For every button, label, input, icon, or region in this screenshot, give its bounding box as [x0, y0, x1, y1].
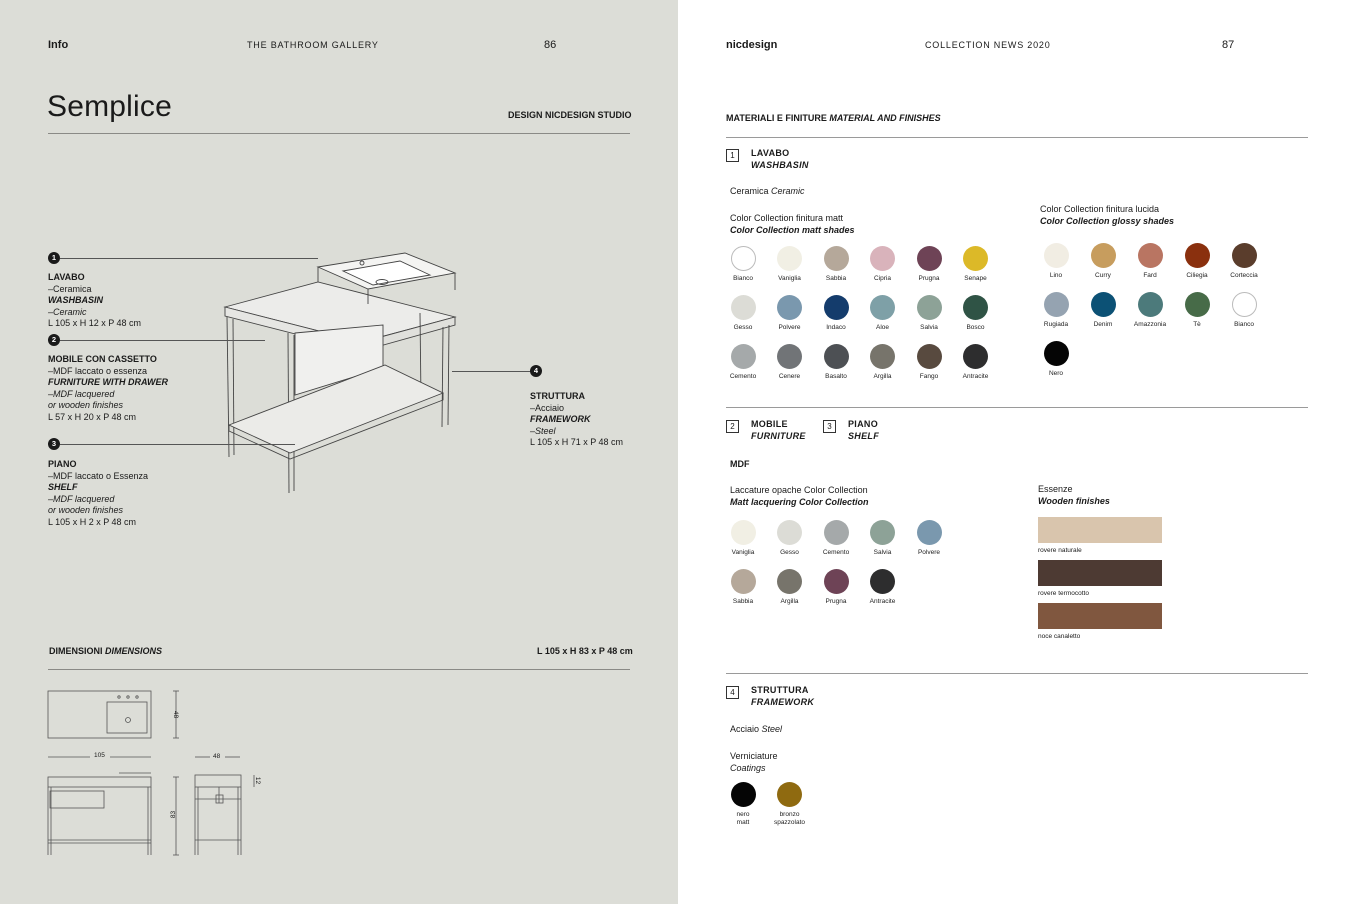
material-label-it: Acciaio: [730, 724, 760, 734]
swatch-circle: [917, 520, 942, 545]
swatch-circle: [824, 520, 849, 545]
swatch-circle: [731, 246, 756, 271]
subheading-en: Wooden finishes: [1038, 495, 1110, 506]
swatch-label: Aloe: [875, 324, 889, 331]
glossy-shades-heading: [1040, 204, 1174, 227]
swatch-label: Denim: [1093, 321, 1113, 328]
subheading-it: Essenze: [1038, 484, 1073, 494]
section-title-en: FURNITURE: [751, 430, 806, 441]
color-swatch: [861, 344, 905, 381]
swatch-label: Cenere: [778, 373, 801, 380]
swatch-label: Amazzonia: [1133, 321, 1167, 328]
swatch-circle: [1138, 292, 1163, 317]
dim-basin-height: 12: [254, 776, 262, 785]
swatch-circle: [731, 344, 756, 369]
section-title-it: PIANO: [848, 419, 879, 429]
swatch-circle: [1185, 243, 1210, 268]
callout-line: –Ceramic: [48, 306, 87, 317]
swatch-label: Senape: [964, 275, 987, 282]
swatch-circle: [963, 344, 988, 369]
wood-swatch: [1038, 603, 1162, 629]
color-swatch: [768, 344, 812, 381]
swatch-label: Fard: [1143, 272, 1157, 279]
swatch-circle: [777, 344, 802, 369]
swatch-circle: [777, 295, 802, 320]
callout-line: WASHBASIN: [48, 295, 104, 305]
swatch-circle: [1138, 243, 1163, 268]
swatch-circle: [777, 246, 802, 271]
swatch-circle: [917, 295, 942, 320]
dim-depth-top: 48: [172, 710, 180, 719]
swatch-circle: [870, 520, 895, 545]
swatch-circle: [777, 782, 802, 807]
swatch-circle: [1232, 243, 1257, 268]
swatch-label: Basalto: [825, 373, 847, 380]
swatch-circle: [870, 246, 895, 271]
color-swatch: [861, 520, 905, 557]
swatch-label: Prugna: [825, 598, 847, 605]
wood-heading: [1038, 484, 1110, 507]
swatch-label: Prugna: [918, 275, 940, 282]
color-swatch: [907, 520, 951, 557]
subheading-it: Verniciature: [730, 751, 778, 761]
materials-label-it: MATERIALI E FINITURE: [726, 113, 827, 123]
coatings-heading: [730, 751, 778, 774]
section-title-furniture: [751, 419, 806, 442]
swatch-circle: [777, 569, 802, 594]
section-number-2: 2: [726, 420, 739, 433]
color-swatch: [721, 344, 765, 381]
swatch-label: Bianco: [733, 275, 753, 282]
swatch-label: Polvere: [778, 324, 801, 331]
swatch-circle: [870, 569, 895, 594]
subheading-en: Color Collection matt shades: [730, 224, 855, 235]
swatch-label: Antracite: [869, 598, 896, 605]
dimension-drawings: [44, 685, 274, 863]
color-swatch: [907, 295, 951, 332]
color-swatch: [1128, 292, 1172, 329]
color-swatch: [861, 569, 905, 606]
swatch-label: nero matt: [736, 811, 750, 826]
swatch-label: Bianco: [1234, 321, 1254, 328]
callout-number-3: 3: [48, 438, 60, 450]
swatch-label: Tè: [1193, 321, 1201, 328]
designer-credit: DESIGN NICDESIGN STUDIO: [508, 110, 632, 120]
swatch-label: Salvia: [920, 324, 938, 331]
swatch-label: Fango: [919, 373, 939, 380]
color-swatch: [814, 295, 858, 332]
callout-line: MOBILE CON CASSETTO: [48, 354, 157, 364]
materials-rule: [726, 137, 1308, 138]
swatch-circle: [777, 520, 802, 545]
matt-shades-heading: [730, 213, 855, 236]
callout-line: PIANO: [48, 459, 77, 469]
color-swatch: [907, 246, 951, 283]
section-title-en: WASHBASIN: [751, 159, 809, 170]
swatch-label: Rugiada: [1043, 321, 1069, 328]
color-swatch: [1034, 243, 1078, 280]
swatch-circle: [1044, 243, 1069, 268]
section-number-1: 1: [726, 149, 739, 162]
swatch-label: Vaniglia: [731, 549, 755, 556]
swatch-label: Nero: [1048, 370, 1064, 377]
color-swatch: [907, 344, 951, 381]
product-title: Semplice: [47, 90, 172, 123]
brand-name: nicdesign: [726, 39, 778, 51]
material-steel: [730, 724, 782, 736]
color-swatch: [1175, 243, 1219, 280]
swatch-circle: [1185, 292, 1210, 317]
section-rule: [726, 407, 1308, 408]
dimensions-label-it: DIMENSIONI: [49, 646, 103, 656]
callout-line: –MDF laccato o essenza: [48, 365, 148, 376]
dimensions-rule: [48, 669, 630, 670]
color-swatch: [1175, 292, 1219, 329]
callout-washbasin: [48, 272, 141, 330]
swatch-circle: [824, 246, 849, 271]
swatch-label: Indaco: [826, 324, 846, 331]
color-swatch: [1081, 292, 1125, 329]
section-title-it: MOBILE: [751, 419, 788, 429]
subheading-en: Color Collection glossy shades: [1040, 215, 1175, 226]
swatch-label: Sabbia: [825, 275, 847, 282]
callout-framework: [530, 391, 623, 449]
material-label-en: Ceramic: [771, 186, 805, 196]
swatch-label: Argilla: [873, 373, 892, 380]
color-swatch: [1222, 243, 1266, 280]
color-swatch: [768, 520, 812, 557]
callout-line: –Steel: [530, 425, 556, 436]
section-title-en: SHELF: [848, 430, 880, 441]
materials-heading: [726, 113, 941, 125]
swatch-circle: [1232, 292, 1257, 317]
swatch-circle: [824, 569, 849, 594]
color-swatch: [814, 569, 858, 606]
swatch-label: Curry: [1095, 272, 1111, 279]
color-swatch: [814, 520, 858, 557]
color-swatch: [768, 569, 812, 606]
swatch-label: Polvere: [917, 549, 941, 556]
color-swatch: [814, 246, 858, 283]
leader-line-1: [60, 258, 318, 259]
color-swatch: [721, 569, 765, 606]
product-illustration: [215, 245, 465, 495]
swatch-label: Gesso: [733, 324, 753, 331]
swatch-circle: [963, 246, 988, 271]
wood-label: rovere termocotto: [1038, 590, 1089, 597]
swatch-circle: [963, 295, 988, 320]
swatch-circle: [731, 569, 756, 594]
swatch-circle: [1044, 341, 1069, 366]
swatch-circle: [824, 344, 849, 369]
subheading-it: Color Collection finitura lucida: [1040, 204, 1160, 214]
swatch-circle: [870, 344, 895, 369]
wood-swatch: [1038, 517, 1162, 543]
swatch-label: Gesso: [780, 549, 799, 556]
color-swatch: [768, 246, 812, 283]
swatch-label: Salvia: [873, 549, 892, 556]
section-title-en: FRAMEWORK: [751, 696, 815, 707]
callout-line: –Acciaio: [530, 402, 565, 413]
swatch-label: Lino: [1049, 272, 1063, 279]
dim-depth-side: 48: [213, 753, 221, 760]
leader-line-2: [60, 340, 265, 341]
callout-line: FURNITURE WITH DRAWER: [48, 377, 168, 387]
callout-line: SHELF: [48, 482, 78, 492]
callout-line: STRUTTURA: [530, 391, 585, 401]
color-swatch: [861, 295, 905, 332]
publication-title: COLLECTION NEWS 2020: [925, 40, 1051, 50]
dimensions-heading: [49, 646, 162, 658]
swatch-label: Cemento: [822, 549, 850, 556]
callout-furniture: [48, 354, 168, 423]
callout-line: –MDF laccato o Essenza: [48, 470, 149, 481]
swatch-label: Bosco: [966, 324, 985, 331]
leader-line-3: [60, 444, 295, 445]
swatch-label: Argilla: [780, 598, 799, 605]
callout-line: L 105 x H 71 x P 48 cm: [530, 437, 624, 447]
section-title-it: LAVABO: [751, 148, 790, 158]
swatch-label: Cemento: [729, 373, 757, 380]
color-swatch: [954, 295, 998, 332]
swatch-circle: [1091, 292, 1116, 317]
color-swatch: [721, 782, 765, 827]
callout-number-4: 4: [530, 365, 542, 377]
section-title-shelf: [848, 419, 879, 442]
overall-dimensions: L 105 x H 83 x P 48 cm: [537, 646, 633, 656]
section-title-washbasin: [751, 148, 809, 171]
swatch-label: bronzo spazzolato: [773, 811, 806, 826]
color-swatch: [814, 344, 858, 381]
swatch-label: Vaniglia: [778, 275, 801, 282]
callout-line: L 105 x H 2 x P 48 cm: [48, 516, 137, 527]
callout-line: –MDF lacquered: [48, 388, 115, 399]
color-swatch: [721, 295, 765, 332]
callout-line: FRAMEWORK: [530, 414, 591, 424]
callout-line: or wooden finishes: [48, 505, 124, 515]
swatch-circle: [917, 246, 942, 271]
swatch-label: Cipria: [874, 275, 891, 282]
swatch-circle: [731, 295, 756, 320]
section-number-4: 4: [726, 686, 739, 699]
color-swatch: [954, 344, 998, 381]
color-swatch: [721, 520, 765, 557]
color-swatch: [1222, 292, 1266, 329]
dim-width: 105: [94, 752, 105, 759]
callout-number-1: 1: [48, 252, 60, 264]
subheading-it: Color Collection finitura matt: [730, 213, 844, 223]
subheading-en: Matt lacquering Color Collection: [730, 496, 869, 507]
dim-height: 83: [170, 810, 178, 819]
swatch-circle: [917, 344, 942, 369]
color-swatch: [1034, 292, 1078, 329]
section-rule: [726, 673, 1308, 674]
material-ceramic: [730, 186, 805, 198]
callout-number-2: 2: [48, 334, 60, 346]
wood-label: noce canaletto: [1038, 633, 1081, 640]
swatch-label: Antracite: [962, 373, 989, 380]
callout-line: –MDF lacquered: [48, 493, 115, 504]
swatch-label: Ciliegia: [1186, 272, 1208, 279]
callout-line: LAVABO: [48, 272, 85, 282]
leader-line-4: [452, 371, 532, 372]
materials-label-en: MATERIAL AND FINISHES: [829, 113, 941, 123]
swatch-circle: [1091, 243, 1116, 268]
swatch-circle: [731, 782, 756, 807]
color-swatch: [1128, 243, 1172, 280]
swatch-circle: [731, 520, 756, 545]
section-label: Info: [48, 39, 69, 51]
wood-swatch: [1038, 560, 1162, 586]
color-swatch: [954, 246, 998, 283]
callout-line: L 57 x H 20 x P 48 cm: [48, 411, 137, 422]
color-swatch: [1081, 243, 1125, 280]
page-number: 87: [1222, 39, 1235, 51]
subheading-it: Laccature opache Color Collection: [730, 485, 868, 495]
right-page: [678, 0, 1356, 904]
color-swatch: [721, 246, 765, 283]
callout-line: –Ceramica: [48, 283, 92, 294]
color-swatch: [1034, 341, 1078, 378]
section-title-it: STRUTTURA: [751, 685, 809, 695]
swatch-circle: [1044, 292, 1069, 317]
title-rule: [48, 133, 630, 134]
material-label-en: Steel: [761, 724, 783, 734]
swatch-label: Corteccia: [1230, 272, 1258, 279]
color-swatch: [768, 295, 812, 332]
section-number-3: 3: [823, 420, 836, 433]
callout-line: L 105 x H 12 x P 48 cm: [48, 318, 142, 328]
color-swatch: [861, 246, 905, 283]
lacquer-heading: [730, 485, 869, 508]
swatch-circle: [870, 295, 895, 320]
color-swatch: [768, 782, 812, 827]
section-title-framework: [751, 685, 814, 708]
callout-line: or wooden finishes: [48, 400, 124, 410]
subheading-en: Coatings: [730, 762, 766, 773]
publication-title: THE BATHROOM GALLERY: [247, 40, 379, 50]
page-number: 86: [544, 39, 557, 51]
callout-shelf: [48, 459, 148, 528]
wood-label: rovere naturale: [1038, 547, 1082, 554]
swatch-label: Sabbia: [732, 598, 754, 605]
material-label-it: Ceramica: [730, 186, 769, 196]
swatch-circle: [824, 295, 849, 320]
dimensions-label-en: DIMENSIONS: [105, 646, 163, 656]
material-mdf: MDF: [730, 459, 750, 469]
